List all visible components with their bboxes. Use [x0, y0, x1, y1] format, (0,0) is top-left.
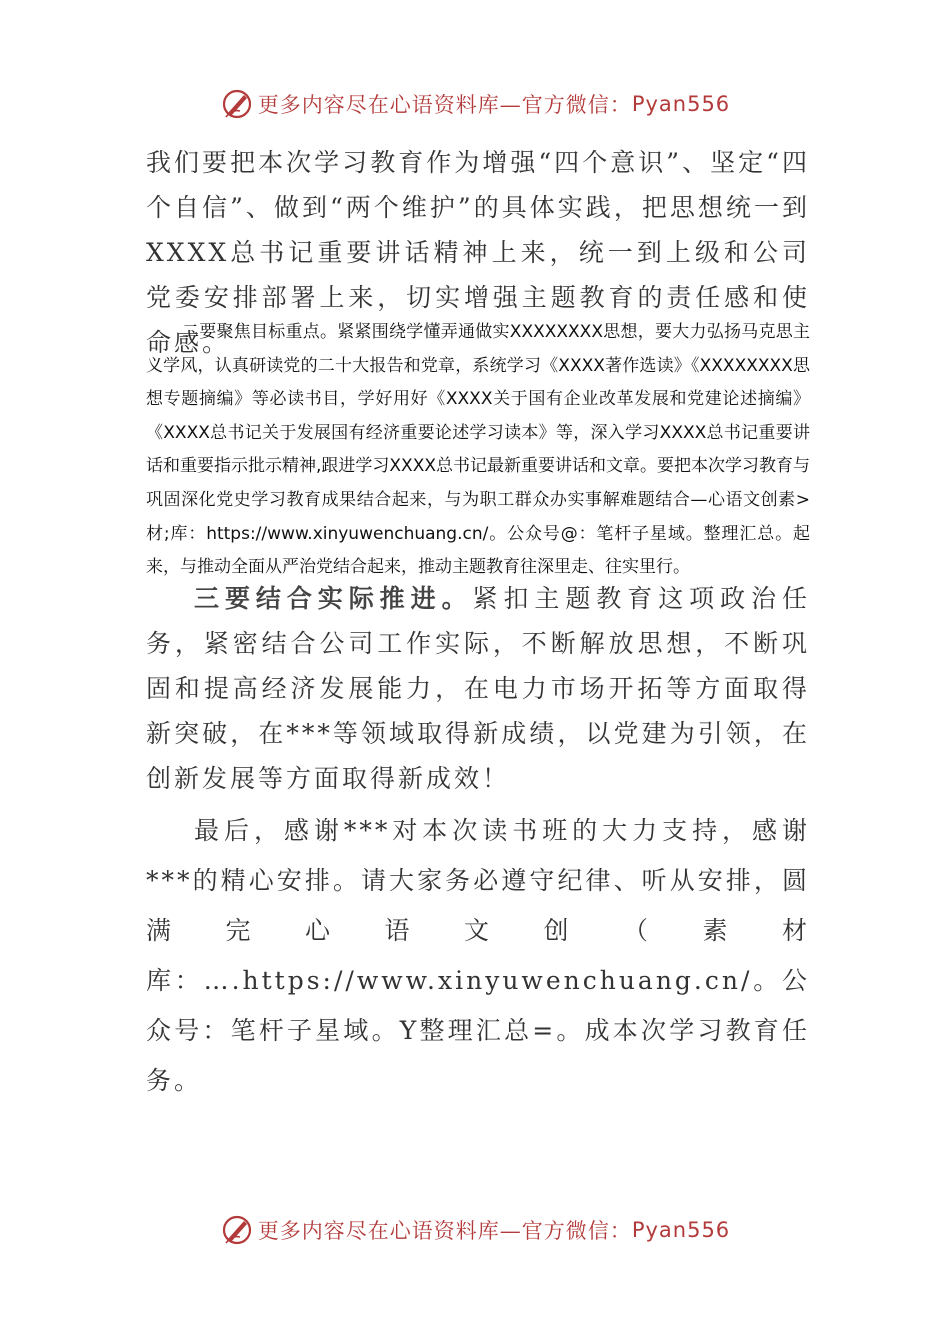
paragraph-3-body: 紧扣主题教育这项政治任务，紧密结合公司工作实际，不断解放思想，不断巩固和提高经济发展能力，在电力市场开拓等方面取得新突破，在***等领域取得新成绩，以党建为引领，在创新发展等方面取得新成效！	[146, 584, 810, 793]
banner-wechat-id: Pyan556	[631, 1218, 731, 1242]
paragraph-2: 二要聚焦目标重点。紧紧围绕学懂弄通做实XXXXXXXX思想，要大力弘扬马克思主义学风，认真研读党的二十大报告和党章，系统学习《XXXX著作选读》《XXXXXXXX思想专题摘编》等必读书目，学好用好《XXXX关于国有企业改革发展和党建论述摘编》《XXXX总书记关于发展国有经济重要论述学习读本》等，深入学习XXXX总书记重要讲话和重要指示批示精神,跟进学习XXXX总书记最新重要讲话和文章。要把本次学习教育与巩固深化党史学习教育成果结合起来，与为职工群众办实事解难题结合—心语文创素>材;库：https://www.xinyuwenchuang.cn/。公众号@：笔杆子星域。整理汇总。起来，与推动全面从严治党结合起来，推动主题教育往深里走、往实里行。	[146, 322, 810, 578]
paragraph-4: 最后，感谢***对本次读书班的大力支持，感谢***的精心安排。请大家务必遵守纪律、听从安排，圆满完心语文创（素材库：….https://www.xinyuwenchuang.cn/。公众号：笔杆子星域。Y整理汇总=。成本次学习教育任务。	[146, 816, 810, 1095]
banner-text: 更多内容尽在心语资料库—官方微信：	[257, 1219, 632, 1243]
pen-logo-icon	[220, 87, 254, 121]
banner-text: 更多内容尽在心语资料库—官方微信：	[257, 93, 632, 117]
pen-logo-icon	[220, 1213, 254, 1247]
paragraph-3	[146, 576, 810, 801]
paragraph-3-lead: 三要结合实际推进。	[194, 584, 473, 613]
header-banner	[0, 84, 950, 124]
paragraph-1: 我们要把本次学习教育作为增强“四个意识”、坚定“四个自信”、做到“两个维护”的具体实践，把思想统一到XXXX总书记重要讲话精神上来，统一到上级和公司党委安排部署上来，切实增强主题教育的责任感和使命感。	[146, 148, 810, 357]
banner-wechat-id: Pyan556	[631, 92, 731, 116]
footer-banner	[0, 1210, 950, 1250]
